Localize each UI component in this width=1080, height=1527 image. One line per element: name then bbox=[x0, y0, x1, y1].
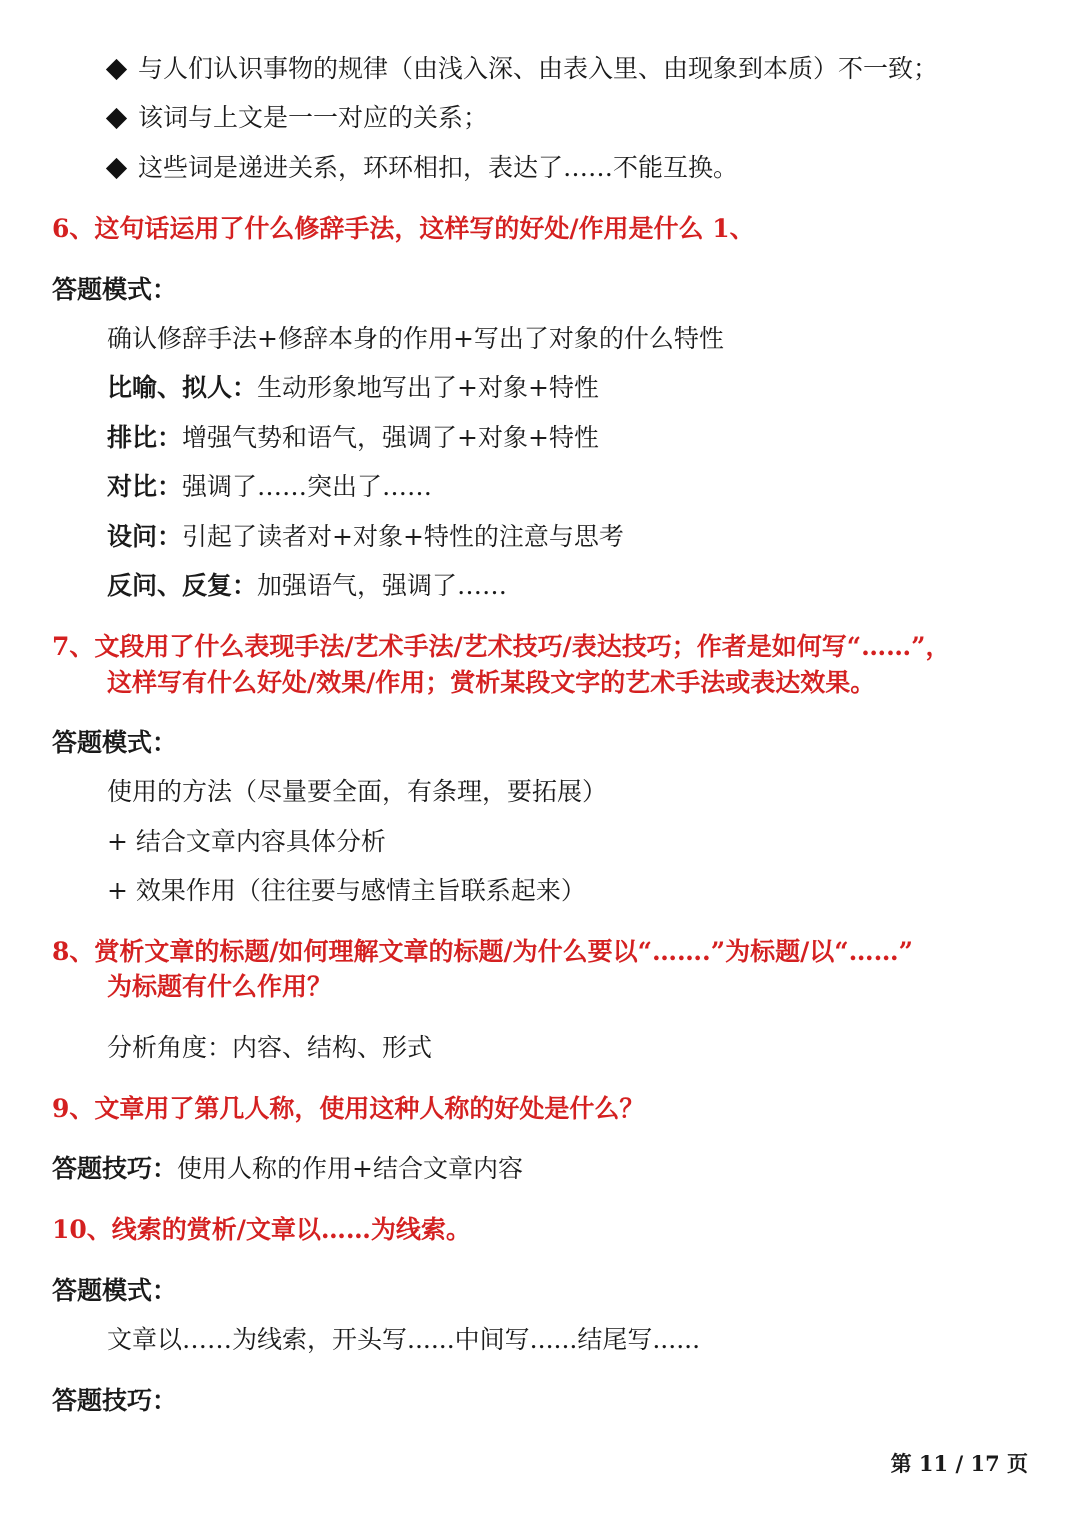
bullet-item bbox=[105, 52, 938, 86]
q6-item-text: 引起了读者对+对象+特性的注意与思考 bbox=[182, 522, 624, 551]
bullet-text: 这些词是递进关系，环环相扣，表达了……不能互换。 bbox=[138, 153, 739, 182]
q7-answer-label: 答题模式： bbox=[52, 728, 178, 757]
q6-item bbox=[107, 421, 599, 455]
bullet-item bbox=[105, 151, 738, 185]
q6-item bbox=[107, 569, 507, 603]
q6-item-text: 加强语气，强调了…… bbox=[257, 571, 508, 600]
diamond-bullet-icon bbox=[106, 107, 127, 128]
diamond-bullet-icon bbox=[106, 58, 127, 79]
q6-intro: 确认修辞手法+修辞本身的作用+写出了对象的什么特性 bbox=[107, 324, 724, 353]
question-8-title-cont: 为标题有什么作用？ bbox=[107, 972, 333, 1001]
q9-answer bbox=[52, 1152, 523, 1186]
q8-line: 分析角度：内容、结构、形式 bbox=[107, 1033, 433, 1062]
q6-item-text: 强调了……突出了…… bbox=[182, 472, 433, 501]
bullet-item bbox=[105, 101, 488, 135]
q6-item-term: 比喻、拟人： bbox=[107, 373, 258, 402]
bullet-text: 与人们认识事物的规律（由浅入深、由表入里、由现象到本质）不一致； bbox=[138, 54, 939, 83]
q10-line: 文章以……为线索，开头写......中间写......结尾写...... bbox=[107, 1325, 701, 1354]
diamond-bullet-icon bbox=[106, 157, 127, 178]
q9-answer-label: 答题技巧： bbox=[52, 1154, 178, 1183]
q6-item bbox=[107, 371, 599, 405]
question-7-title-cont: 这样写有什么好处/效果/作用；赏析某段文字的艺术手法或表达效果。 bbox=[107, 668, 876, 697]
q6-item-text: 增强气势和语气，强调了+对象+特性 bbox=[182, 423, 599, 452]
q7-line: + 结合文章内容具体分析 bbox=[107, 827, 386, 856]
q10-answer-label: 答题模式： bbox=[52, 1276, 178, 1305]
q6-item-term: 对比： bbox=[107, 472, 183, 501]
q6-item bbox=[107, 470, 432, 504]
bullet-text: 该词与上文是一一对应的关系； bbox=[138, 103, 489, 132]
q7-line: + 效果作用（往往要与感情主旨联系起来） bbox=[107, 876, 586, 905]
q6-item-text: 生动形象地写出了+对象+特性 bbox=[257, 373, 599, 402]
question-7-title: 7、文段用了什么表现手法/艺术手法/艺术技巧/表达技巧；作者是如何写“……”， bbox=[52, 632, 951, 661]
q7-line: 使用的方法（尽量要全面，有条理，要拓展） bbox=[107, 777, 608, 806]
q6-item bbox=[107, 520, 624, 554]
page-number: 第 11 / 17 页 bbox=[890, 1451, 1028, 1476]
q6-answer-label: 答题模式： bbox=[52, 275, 178, 304]
question-9-title: 9、文章用了第几人称，使用这种人称的好处是什么？ bbox=[52, 1094, 645, 1123]
q6-item-term: 设问： bbox=[107, 522, 183, 551]
question-10-title: 10、线索的赏析/文章以……为线索。 bbox=[52, 1215, 471, 1244]
question-8-title: 8、赏析文章的标题/如何理解文章的标题/为什么要以“…….”为标题/以“……” bbox=[52, 937, 914, 966]
q6-item-term: 反问、反复： bbox=[107, 571, 258, 600]
q10-tips-label: 答题技巧： bbox=[52, 1386, 178, 1415]
question-6-title: 6、这句话运用了什么修辞手法，这样写的好处/作用是什么 1、 bbox=[52, 214, 755, 243]
q9-answer-text: 使用人称的作用+结合文章内容 bbox=[177, 1154, 523, 1183]
q6-item-term: 排比： bbox=[107, 423, 183, 452]
